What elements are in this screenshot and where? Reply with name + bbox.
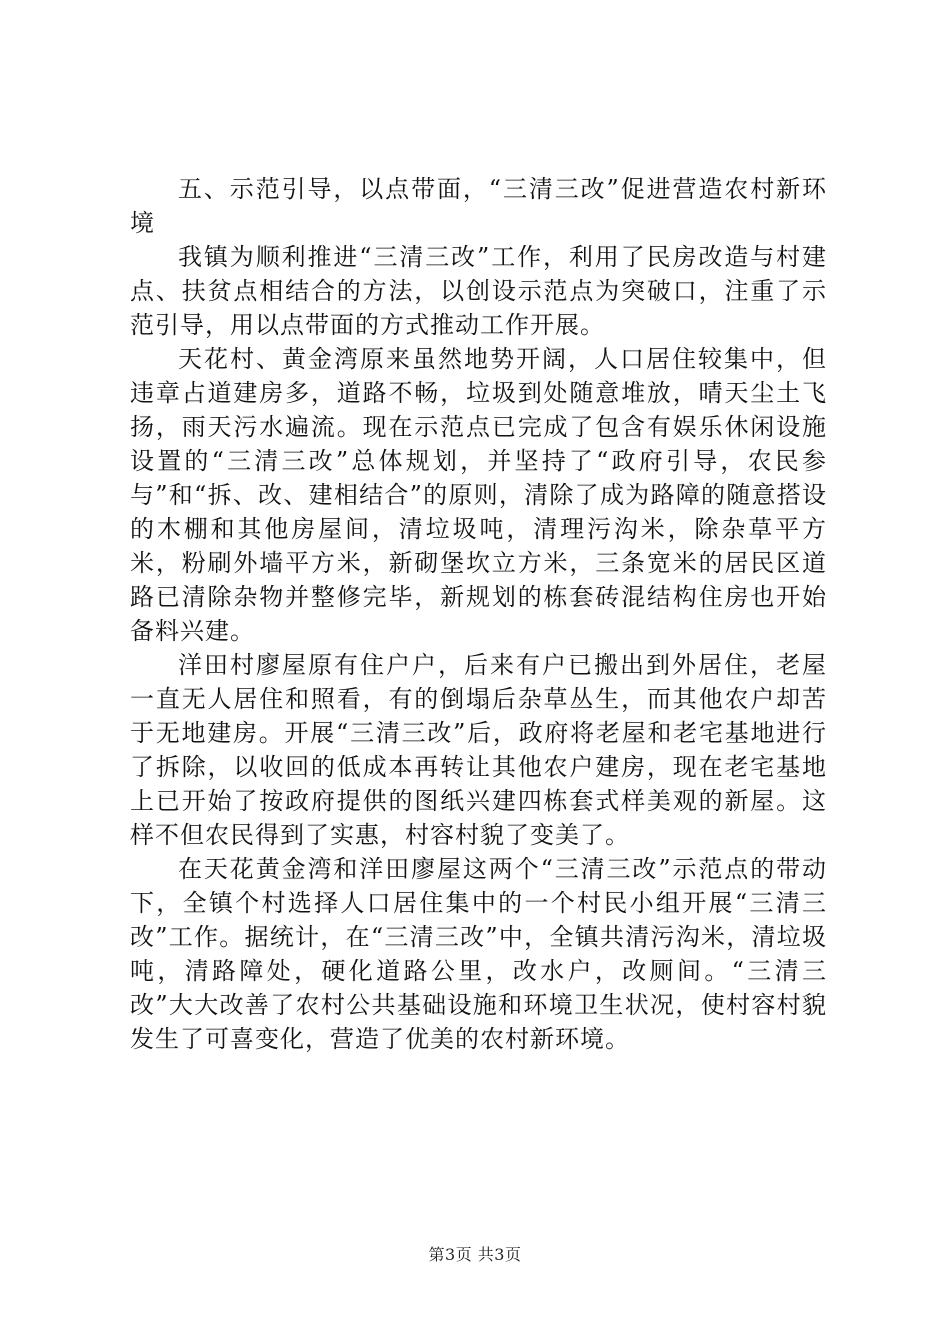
document-body bbox=[130, 172, 827, 1056]
section-heading-paragraph: 五、示范引导，以点带面，“三清三改”促进营造农村新环境 bbox=[130, 175, 827, 237]
body-paragraph: 洋田村廖屋原有住户户，后来有户已搬出到外居住，老屋一直无人居住和照看，有的倒塌后杂草丛生，而其他农户却苦于无地建房。开展“三清三改”后，政府将老屋和老宅基地进行了拆除，以收回的低成本再转让其他农户建房，现在老宅基地上已开始了按政府提供的图纸兴建四栋套式样美观的新屋。这样不但农民得到了实惠，村容村貌了变美了。 bbox=[130, 651, 827, 849]
page-number-footer: 第3页 共3页 bbox=[428, 1245, 522, 1264]
body-paragraph: 天花村、黄金湾原来虽然地势开阔，人口居住较集中，但违章占道建房多，道路不畅，垃圾到处随意堆放，晴天尘土飞扬，雨天污水遍流。现在示范点已完成了包含有娱乐休闲设施设置的“三清三改”总体规划，并坚持了“政府引导，农民参与”和“拆、改、建相结合”的原则，清除了成为路障的随意搭设的木棚和其他房屋间，清垃圾吨，清理污沟米，除杂草平方米，粉刷外墙平方米，新砌堡坎立方米，三条宽米的居民区道路已清除杂物并整修完毕，新规划的栋套砖混结构住房也开始备料兴建。 bbox=[130, 345, 827, 645]
body-paragraph: 我镇为顺利推进“三清三改”工作，利用了民房改造与村建点、扶贫点相结合的方法，以创设示范点为突破口，注重了示范引导，用以点带面的方式推动工作开展。 bbox=[130, 243, 827, 339]
body-paragraph: 在天花黄金湾和洋田廖屋这两个“三清三改”示范点的带动下，全镇个村选择人口居住集中的一个村民小组开展“三清三改”工作。据统计，在“三清三改”中，全镇共清污沟米，清垃圾吨，清路障处，硬化道路公里，改水户，改厕间。“三清三改”大大改善了农村公共基础设施和环境卫生状况，使村容村貌发生了可喜变化，营造了优美的农村新环境。 bbox=[130, 855, 827, 1053]
